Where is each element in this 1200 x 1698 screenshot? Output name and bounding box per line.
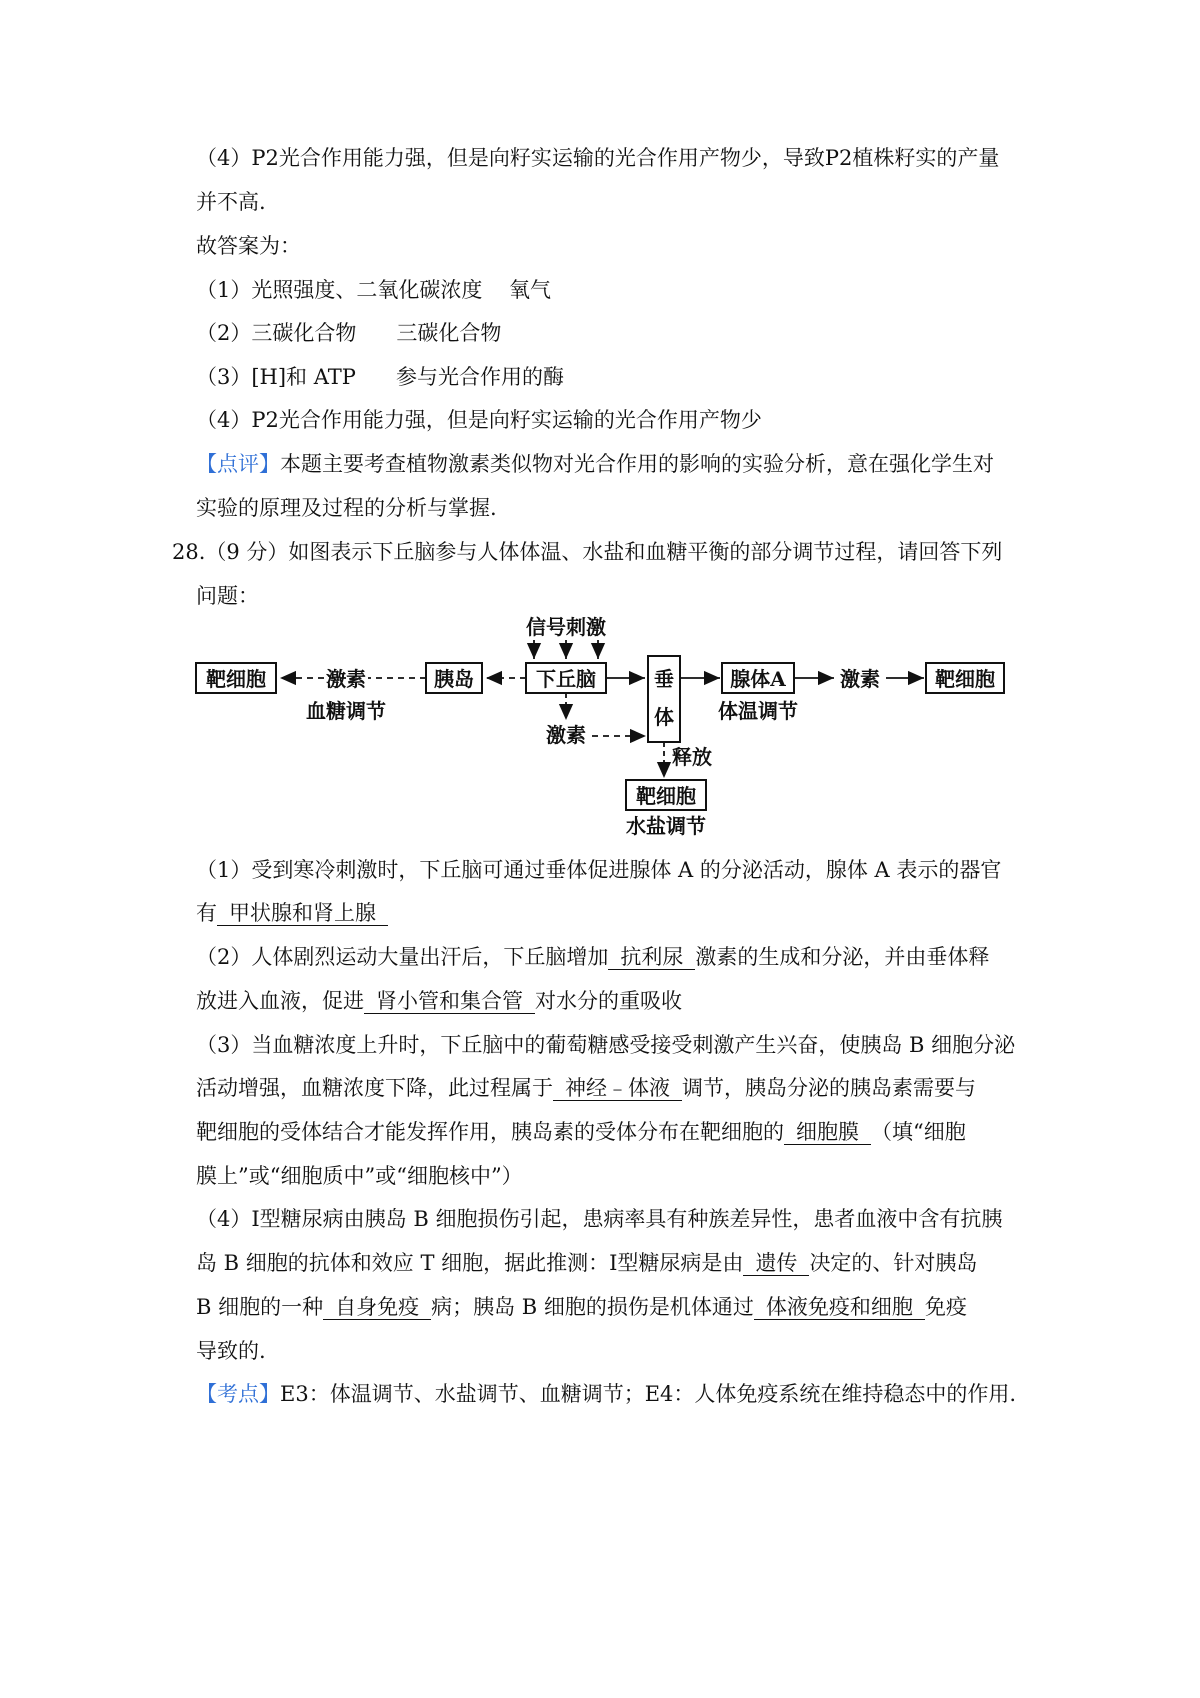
q4-text: 岛 B 细胞的抗体和效应 T 细胞，据此推测：Ⅰ型糖尿病是由 — [196, 1251, 744, 1275]
hormone-left-label: 激素 — [326, 667, 366, 691]
answer-line: 并不高. — [196, 190, 266, 214]
pancreas-label: 胰岛 — [434, 667, 474, 691]
answer-line: （4）P2光合作用能力强，但是向籽实运输的光合作用产物少，导致P2植株籽实的产量 — [196, 146, 1000, 170]
q3-text: （填“细胞 — [871, 1120, 966, 1144]
q2-text: 对水分的重吸收 — [535, 989, 682, 1013]
target-cell-bottom-label: 靶细胞 — [636, 784, 696, 808]
q1-text: （1）受到寒冷刺激时，下丘脑可通过垂体促进腺体 A 的分泌活动，腺体 A 表示的器官 — [196, 858, 1002, 882]
pituitary-label-1: 垂 — [654, 667, 674, 691]
q2-text: 激素的生成和分泌，并由垂体释 — [695, 945, 990, 969]
kaodian-tag: 【考点】 — [196, 1382, 280, 1406]
q4-line — [196, 1250, 977, 1276]
target-cell-right-label: 靶细胞 — [935, 667, 995, 691]
review-text: 实验的原理及过程的分析与掌握. — [196, 496, 497, 520]
answer-line: （2）三碳化合物 三碳化合物 — [196, 321, 502, 345]
q4-line: 导致的. — [196, 1339, 266, 1363]
q3-answer-blank-1: 神经﹣体液 — [553, 1076, 682, 1101]
q3-line — [196, 1119, 966, 1145]
review-text: 本题主要考查植物激素类似物对光合作用的影响的实验分析，意在强化学生对 — [280, 452, 994, 476]
gland-a-box — [722, 663, 794, 693]
body-temp-label: 体温调节 — [718, 699, 798, 723]
kaodian-paragraph — [196, 1381, 1016, 1407]
q2-text: 放进入血液，促进 — [196, 989, 364, 1013]
target-cell-left-box — [196, 663, 276, 693]
q2-line — [196, 988, 682, 1014]
q1-prefix: 有 — [196, 901, 217, 925]
q3-line — [196, 1075, 976, 1101]
answer-heading: 故答案为： — [196, 234, 301, 258]
pancreas-box — [426, 663, 482, 693]
q4-answer-blank-3: 体液免疫和细胞 — [754, 1295, 925, 1320]
q3-text: 活动增强，血糖浓度下降，此过程属于 — [196, 1076, 553, 1100]
q1-answer-line — [196, 900, 388, 926]
hormone-mid-label: 激素 — [546, 723, 586, 747]
q3-text: 调节，胰岛分泌的胰岛素需要与 — [682, 1076, 976, 1100]
target-cell-left-label: 靶细胞 — [206, 667, 266, 691]
q2-answer-blank-2: 肾小管和集合管 — [364, 989, 535, 1014]
blood-sugar-label: 血糖调节 — [306, 699, 386, 723]
q3-line: 膜上”或“细胞质中”或“细胞核中”） — [196, 1164, 523, 1188]
q2-text: （2）人体剧烈运动大量出汗后，下丘脑增加 — [196, 945, 609, 969]
gland-a-label: 腺体A — [730, 667, 786, 691]
q4-text: B 细胞的一种 — [196, 1295, 324, 1319]
q3-line: （3）当血糖浓度上升时，下丘脑中的葡萄糖感受接受刺激产生兴奋，使胰岛 B 细胞分泌 — [196, 1033, 1016, 1057]
review-tag: 【点评】 — [196, 452, 280, 476]
q4-answer-blank-1: 遗传 — [743, 1251, 809, 1276]
q3-text: 靶细胞的受体结合才能发挥作用，胰岛素的受体分布在靶细胞的 — [196, 1120, 784, 1144]
q1-answer-blank: 甲状腺和肾上腺 — [217, 901, 388, 926]
q4-text: 免疫 — [924, 1295, 967, 1319]
q4-answer-blank-2: 自身免疫 — [323, 1295, 431, 1320]
review-paragraph — [196, 451, 994, 477]
target-cell-right-box — [926, 663, 1004, 693]
question-title: 28.（9 分）如图表示下丘脑参与人体体温、水盐和血糖平衡的部分调节过程，请回答下列 — [172, 540, 1003, 564]
hormone-right-label: 激素 — [840, 667, 880, 691]
signal-label: 信号刺激 — [526, 615, 606, 639]
q4-text: 决定的、针对胰岛 — [809, 1251, 978, 1275]
pituitary-box — [648, 656, 680, 742]
target-cell-bottom-box — [626, 780, 706, 810]
q2-answer-blank-1: 抗利尿 — [608, 945, 695, 970]
answer-line: （1）光照强度、二氧化碳浓度 氧气 — [196, 278, 552, 302]
hypothalamus-label: 下丘脑 — [536, 667, 596, 691]
kaodian-text: E3：体温调节、水盐调节、血糖调节；E4：人体免疫系统在维持稳态中的作用. — [280, 1382, 1017, 1406]
q4-line — [196, 1294, 967, 1320]
q2-line — [196, 944, 989, 970]
pituitary-label-2: 体 — [654, 705, 674, 729]
hypothalamus-box — [526, 663, 606, 693]
water-salt-label: 水盐调节 — [626, 814, 706, 838]
release-label: 释放 — [672, 745, 712, 769]
answer-line: （4）P2光合作用能力强，但是向籽实运输的光合作用产物少 — [196, 408, 762, 432]
question-title: 问题： — [196, 584, 259, 608]
answer-line: （3）[H]和 ATP 参与光合作用的酶 — [196, 365, 564, 389]
q4-line: （4）Ⅰ型糖尿病由胰岛 B 细胞损伤引起，患病率具有种族差异性，患者血液中含有抗胰 — [196, 1207, 1003, 1231]
q4-text: 病；胰岛 B 细胞的损伤是机体通过 — [431, 1295, 754, 1319]
q3-answer-blank-2: 细胞膜 — [784, 1120, 871, 1145]
